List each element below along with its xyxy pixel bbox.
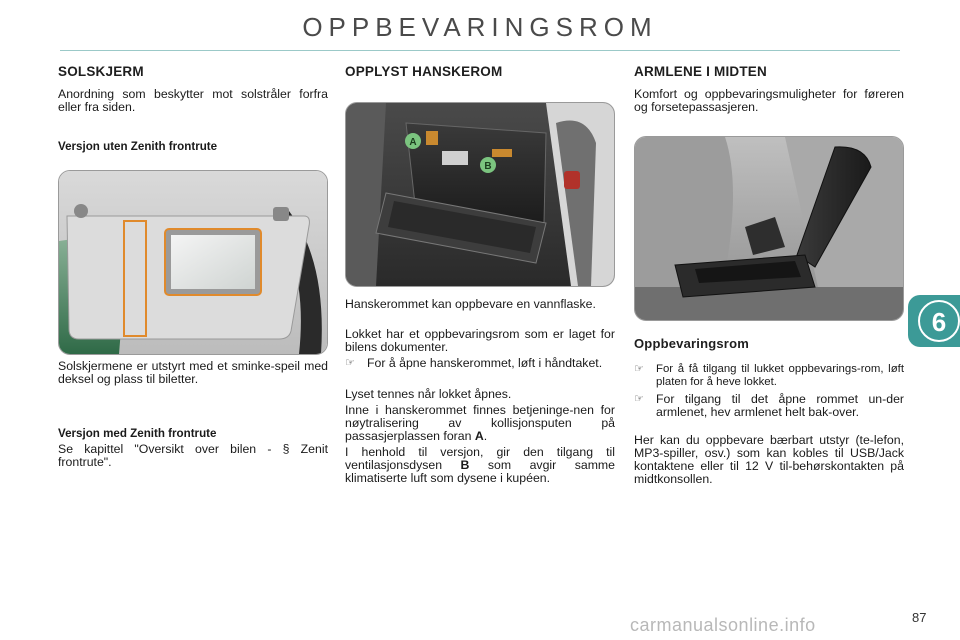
pointing-hand-icon: ☞	[634, 393, 644, 405]
subheading-with-zenith: Versjon med Zenith frontrute	[58, 427, 217, 440]
glovebox-photo	[345, 102, 615, 287]
armrest-photo	[634, 136, 904, 321]
heading-armrest: ARMLENE I MIDTEN	[634, 64, 767, 79]
sun-visor-photo	[58, 170, 328, 355]
chapter-number: 6	[918, 300, 960, 342]
subheading-storage: Oppbevaringsrom	[634, 336, 749, 351]
zenith-reference: Se kapittel "Oversikt over bilen - § Zenit frontrute".	[58, 442, 328, 469]
glovebox-p3: Lyset tennes når lokket åpnes.	[345, 387, 512, 401]
armrest-bullet-closed: ☞ For å få tilgang til lukket oppbevarings-rom, løft platen for å heve lokket.	[634, 363, 904, 388]
column-sun-visor	[58, 60, 328, 480]
page-number: 87	[912, 610, 927, 625]
glovebox-bullet-open: ☞ For å åpne hanskerommet, løft i håndtaket.	[345, 356, 603, 370]
subheading-without-zenith: Versjon uten Zenith frontrute	[58, 140, 218, 153]
marker-b: B	[484, 161, 492, 172]
column-armrest	[634, 60, 904, 490]
armrest-p1: Her kan du oppbevare bærbart utstyr (te-lefon, MP3-spiller, osv.) som kan kobles til USB/Jack kontaktene eller til 12 V til-behørskontakten på midtkonsollen.	[634, 433, 904, 486]
column-glovebox	[345, 60, 615, 490]
glovebox-p2: Lokket har et oppbevaringsrom som er laget for bilens dokumenter.	[345, 327, 615, 354]
watermark: carmanualsonline.info	[630, 615, 816, 635]
glovebox-p1: Hanskerommet kan oppbevare en vannflaske.	[345, 297, 596, 311]
heading-glovebox: OPPLYST HANSKEROM	[345, 64, 503, 79]
sun-visor-intro: Anordning som beskytter mot solstråler forfra eller fra siden.	[58, 87, 328, 114]
pointing-hand-icon: ☞	[345, 357, 355, 369]
glovebox-p5: I henhold til versjon, gir den tilgang til ventilasjonsdysen B som avgir samme klimatiserte luft som dysene i kupéen.	[345, 445, 616, 485]
chapter-tab[interactable]	[908, 295, 960, 347]
armrest-bullet-open: ☞ For tilgang til det åpne rommet un-der armlenet, hev armlenet helt bak-over.	[634, 392, 904, 419]
armrest-intro: Komfort og oppbevaringsmuligheter for føreren og forsetepassasjeren.	[634, 87, 904, 114]
pointing-hand-icon: ☞	[634, 363, 644, 375]
glovebox-p4: Inne i hanskerommet finnes betjeninge-nen for nøytralisering av kollisjonsputen på passasjerplassen foran A.	[345, 403, 615, 443]
marker-a: A	[409, 137, 417, 148]
title-divider	[60, 50, 900, 51]
page-title: OPPBEVARINGSROM	[302, 12, 658, 42]
sun-visor-caption: Solskjermene er utstyrt med et sminke-speil med deksel og plass til biletter.	[58, 359, 328, 386]
heading-sun-visor: SOLSKJERM	[58, 64, 144, 79]
